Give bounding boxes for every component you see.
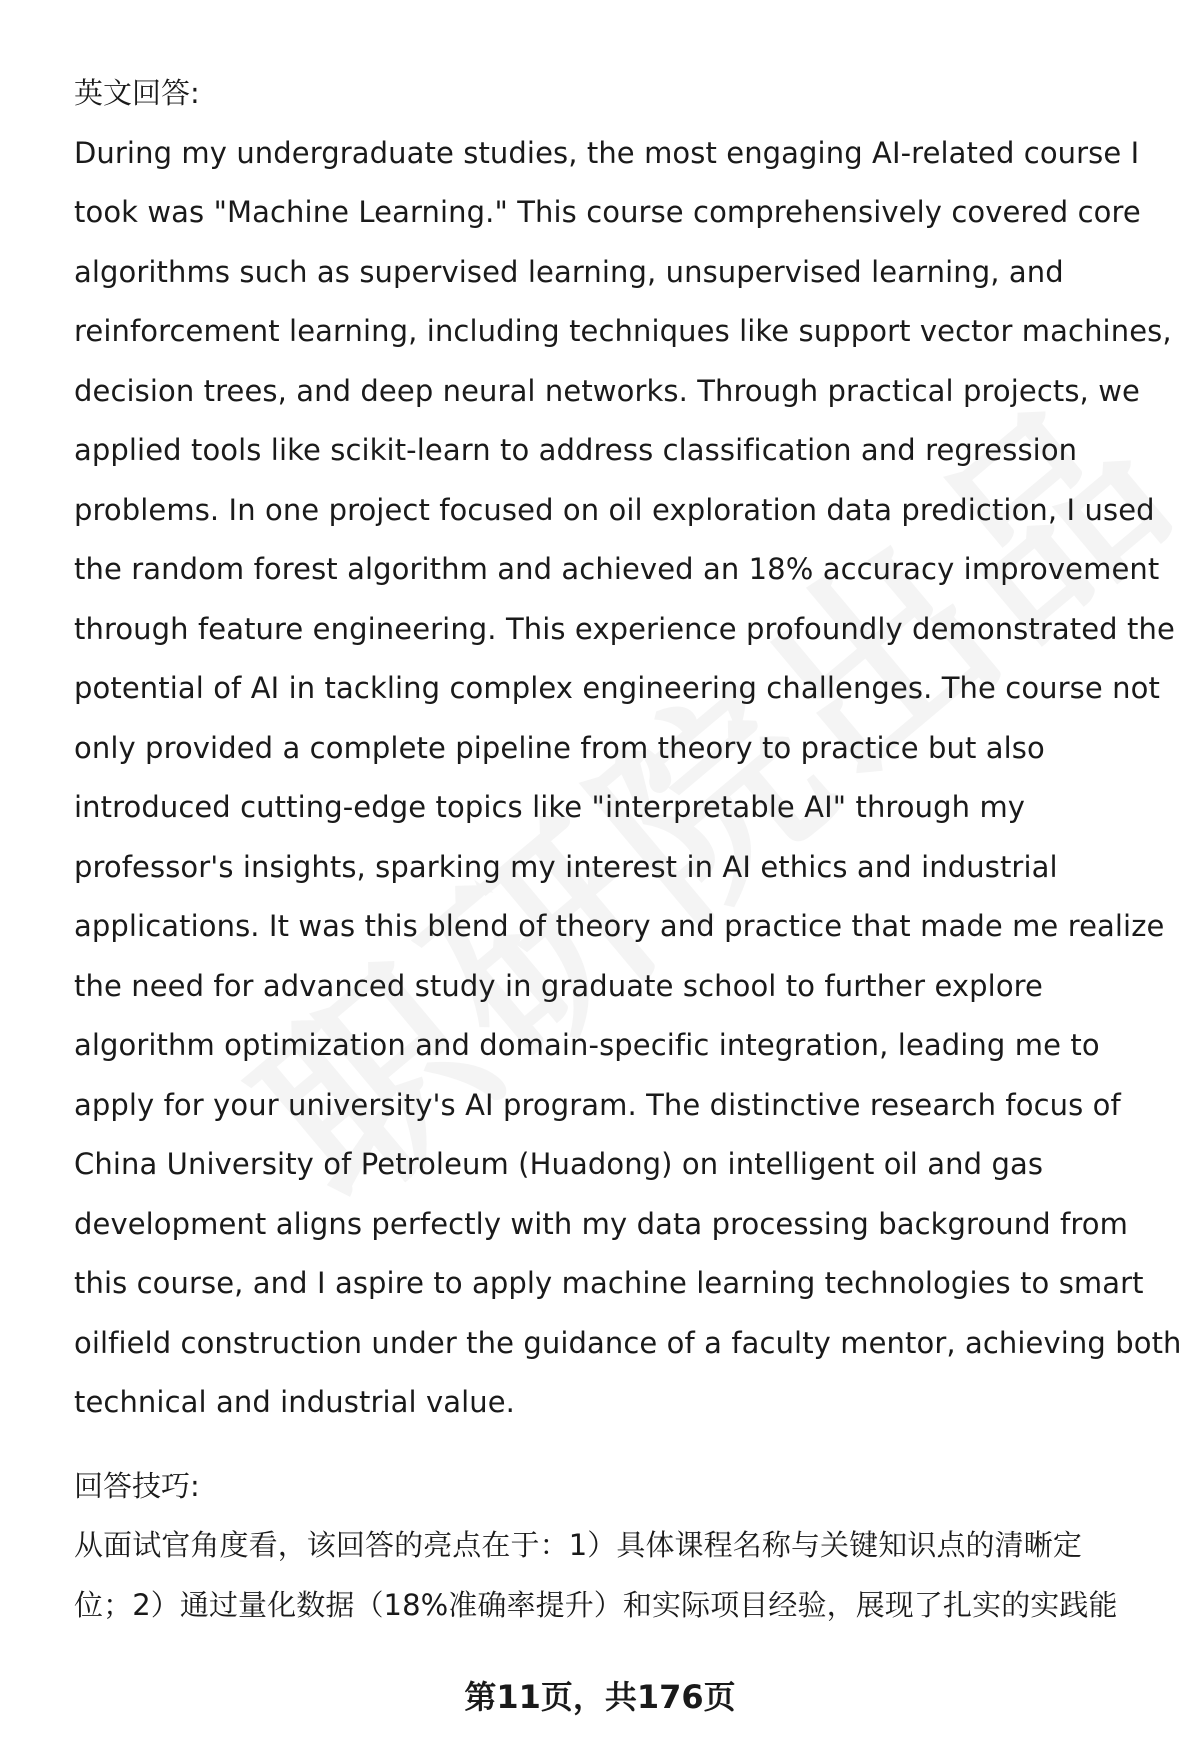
answer-line: potential of AI in tackling complex engineering challenges. The course not: [74, 671, 1160, 705]
answer-body: [74, 124, 1182, 1433]
answer-label: 英文回答:: [74, 76, 200, 110]
page-number: 第11页，共176页: [464, 1678, 736, 1716]
answer-line: reinforcement learning, including techniques like support vector machines,: [74, 314, 1172, 348]
answer-line: China University of Petroleum (Huadong) on intelligent oil and gas: [74, 1147, 1044, 1181]
answer-line: only provided a complete pipeline from theory to practice but also: [74, 730, 1045, 765]
tips-line: 从面试官角度看，该回答的亮点在于：1）具体课程名称与关键知识点的清晰定: [74, 1528, 1082, 1562]
tips-body: [74, 1516, 1154, 1635]
answer-line: technical and industrial value.: [74, 1385, 516, 1419]
answer-line: oilfield construction under the guidance of a faculty mentor, achieving both: [74, 1325, 1182, 1360]
answer-line: problems. In one project focused on oil exploration data prediction, I used: [74, 492, 1155, 527]
answer-line: apply for your university's AI program. The distinctive research focus of: [74, 1087, 1121, 1122]
answer-line: introduced cutting-edge topics like "interpretable AI" through my: [74, 790, 1026, 824]
answer-line: professor's insights, sparking my interest in AI ethics and industrial: [74, 849, 1058, 884]
answer-line: applied tools like scikit-learn to address classification and regression: [74, 433, 1078, 467]
tips-label: 回答技巧:: [74, 1468, 200, 1503]
answer-line: algorithm optimization and domain-specific integration, leading me to: [74, 1028, 1100, 1062]
answer-line: through feature engineering. This experience profoundly demonstrated the: [74, 611, 1175, 646]
answer-line: During my undergraduate studies, the most engaging AI-related course I: [74, 135, 1140, 170]
page-content: [74, 64, 1182, 1635]
answer-line: the random forest algorithm and achieved an 18% accuracy improvement: [74, 552, 1160, 586]
answer-line: this course, and I aspire to apply machine learning technologies to smart: [74, 1266, 1144, 1300]
answer-line: took was "Machine Learning." This course comprehensively covered core: [74, 195, 1141, 229]
answer-line: algorithms such as supervised learning, unsupervised learning, and: [74, 254, 1064, 289]
answer-line: development aligns perfectly with my data processing background from: [74, 1206, 1128, 1241]
tips-line: 位；2）通过量化数据（18%准确率提升）和实际项目经验，展现了扎实的实践能: [74, 1587, 1118, 1622]
answer-line: decision trees, and deep neural networks. Through practical projects, we: [74, 373, 1140, 408]
answer-line: applications. It was this blend of theory and practice that made me realize: [74, 909, 1165, 943]
answer-line: the need for advanced study in graduate school to further explore: [74, 968, 1043, 1003]
